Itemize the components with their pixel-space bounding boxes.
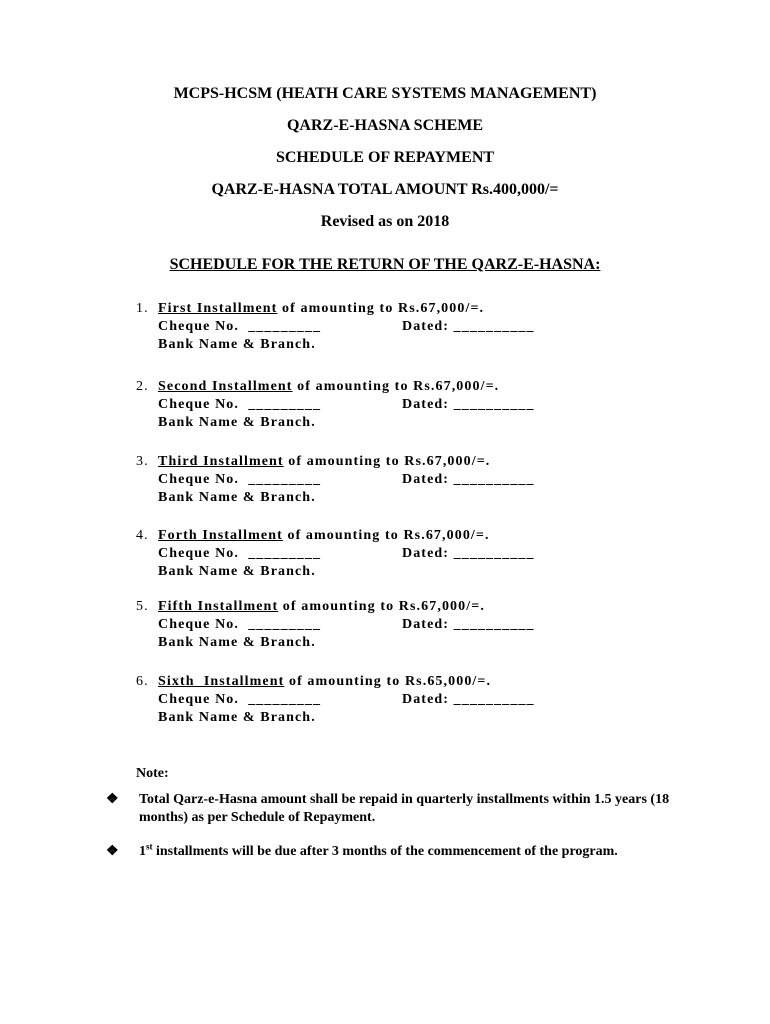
bank-name-field: Bank Name & Branch. (158, 415, 316, 430)
installment-item (136, 378, 696, 432)
cheque-number-field: Cheque No. _________ (158, 546, 322, 561)
dated-field: Dated: __________ (402, 692, 535, 707)
installment-amount: of amounting to Rs.67,000/=. (282, 528, 490, 543)
installment-name: Fifth Installment (158, 599, 279, 614)
installment-item (136, 598, 696, 652)
dated-field: Dated: __________ (402, 397, 535, 412)
installment-number: 1. (136, 301, 149, 316)
installment-number: 3. (136, 454, 149, 469)
bank-name-field: Bank Name & Branch. (158, 635, 316, 650)
header-organization: MCPS-HCSM (HEATH CARE SYSTEMS MANAGEMENT) (173, 85, 597, 102)
header-revised-date: Revised as on 2018 (320, 213, 450, 230)
installment-amount: of amounting to Rs.67,000/=. (277, 301, 485, 316)
schedule-title: SCHEDULE FOR THE RETURN OF THE QARZ-E-HASNA: (169, 256, 601, 273)
installment-amount: of amounting to Rs.67,000/=. (278, 599, 485, 614)
note-text-rest: installments will be due after 3 months of the commencement of the program. (152, 844, 618, 859)
note-bullet (106, 843, 676, 861)
cheque-number-field: Cheque No. _________ (158, 692, 322, 707)
installment-name: First Installment (158, 301, 278, 316)
dated-field: Dated: __________ (402, 546, 535, 561)
cheque-number-field: Cheque No. _________ (158, 472, 322, 487)
cheque-number-field: Cheque No. _________ (158, 617, 322, 632)
note-ordinal-suffix: st (146, 841, 153, 852)
installment-item (136, 453, 696, 507)
header-schedule: SCHEDULE OF REPAYMENT (275, 149, 495, 166)
note-label: Note: (136, 766, 169, 781)
header-scheme: QARZ-E-HASNA SCHEME (286, 117, 484, 134)
installment-number: 6. (136, 674, 149, 689)
dated-field: Dated: __________ (402, 617, 535, 632)
diamond-bullet-icon: ❖ (106, 844, 119, 859)
bank-name-field: Bank Name & Branch. (158, 490, 316, 505)
installment-number: 2. (136, 379, 149, 394)
installment-number: 5. (136, 599, 149, 614)
installment-item (136, 527, 696, 581)
bank-name-field: Bank Name & Branch. (158, 710, 316, 725)
installment-amount: of amounting to Rs.67,000/=. (292, 379, 500, 394)
header-total-amount: QARZ-E-HASNA TOTAL AMOUNT Rs.400,000/= (211, 181, 559, 198)
note-text (139, 843, 676, 861)
installment-item (136, 300, 696, 354)
dated-field: Dated: __________ (402, 472, 535, 487)
installment-name: Third Installment (158, 454, 284, 469)
diamond-bullet-icon: ❖ (106, 792, 119, 807)
cheque-number-field: Cheque No. _________ (158, 397, 322, 412)
note-bullet (106, 791, 676, 827)
note-ordinal: 1 (139, 844, 146, 859)
installment-amount: of amounting to Rs.67,000/=. (283, 454, 491, 469)
bank-name-field: Bank Name & Branch. (158, 564, 316, 579)
cheque-number-field: Cheque No. _________ (158, 319, 322, 334)
installment-name: Sixth Installment (158, 674, 285, 689)
bank-name-field: Bank Name & Branch. (158, 337, 316, 352)
installment-name: Forth Installment (158, 528, 283, 543)
installment-amount: of amounting to Rs.65,000/=. (284, 674, 492, 689)
dated-field: Dated: __________ (402, 319, 535, 334)
installment-name: Second Installment (158, 379, 293, 394)
installment-item (136, 673, 696, 727)
note-text: Total Qarz-e-Hasna amount shall be repaid in quarterly installments within 1.5 years (18 months) as per Schedule of Repayment. (139, 792, 670, 825)
installment-number: 4. (136, 528, 149, 543)
